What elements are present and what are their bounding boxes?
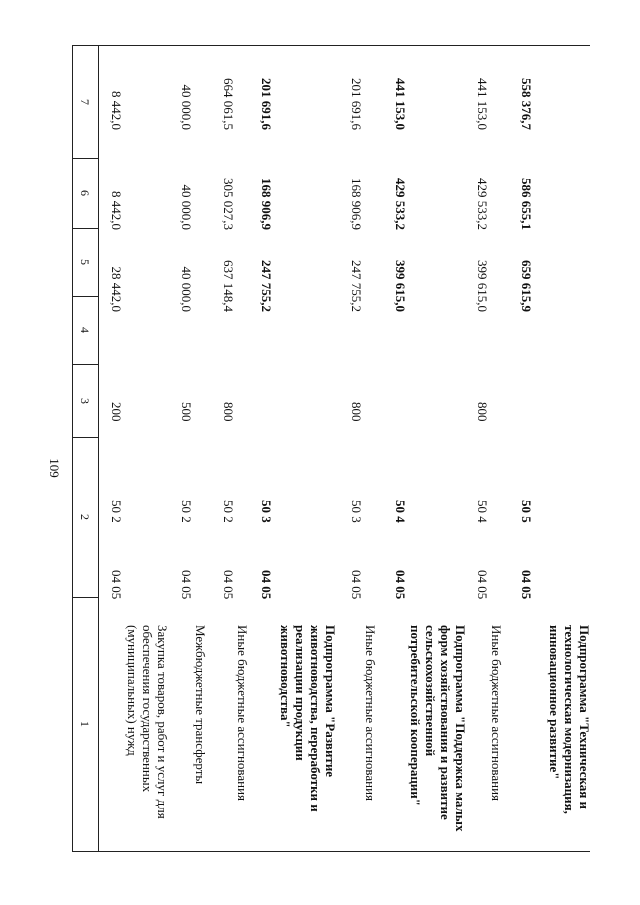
row-6-v7-cell: 441 153,0 [393, 78, 408, 130]
row-4-program-cell: 50 3 [259, 500, 274, 523]
row-6-code-cell: 04 05 [393, 570, 408, 600]
header-right-border [98, 45, 99, 851]
row-2-program-cell: 50 2 [179, 500, 194, 523]
row-7-name-cell: Иные бюджетные ассигнования [489, 625, 504, 802]
row-4-v6-cell: 168 906,9 [259, 178, 274, 230]
row-5-v6-cell: 168 906,9 [349, 178, 364, 230]
row-6-v6-cell: 429 533,2 [393, 178, 408, 230]
row-1-code-cell: 04 05 [109, 570, 124, 600]
row-3-v5-cell: 637 148,4 [221, 260, 236, 312]
row-2-expense-cell: 500 [179, 402, 194, 422]
header-column-divider [72, 158, 98, 159]
row-4-name-cell: Подпрограмма "Развитие животноводства, переработки и реализации продукции животноводства" [278, 625, 338, 812]
row-4-v5-cell: 247 755,2 [259, 260, 274, 312]
header-column-divider [72, 228, 98, 229]
row-1-v7-cell: 8 442,0 [109, 91, 124, 130]
row-6-program-cell: 50 4 [393, 500, 408, 523]
row-1-name-cell: Закупка товаров, работ и услуг для обеспечения государственных (муниципальных) нужд [125, 625, 170, 819]
row-5-expense-cell: 800 [349, 402, 364, 422]
header-cell-name: 1 [78, 721, 92, 727]
header-column-divider [72, 364, 98, 365]
row-6-v5-cell: 399 615,0 [393, 260, 408, 312]
row-5-v5-cell: 247 755,2 [349, 260, 364, 312]
header-cell-v7: 7 [78, 98, 92, 105]
header-column-divider [72, 437, 98, 438]
row-4-v7-cell: 201 691,6 [259, 78, 274, 130]
row-3-name-cell: Иные бюджетные ассигнования [235, 625, 250, 802]
row-4-code-cell: 04 05 [259, 570, 274, 600]
row-3-code-cell: 04 05 [221, 570, 236, 600]
row-3-expense-cell: 800 [221, 402, 236, 422]
row-7-program-cell: 50 4 [475, 500, 490, 523]
row-1-v6-cell: 8 442,0 [109, 191, 124, 230]
header-column-divider [72, 597, 98, 598]
row-1-program-cell: 50 2 [109, 500, 124, 523]
row-8-v5-cell: 659 615,9 [519, 260, 534, 312]
header-column-divider [72, 296, 98, 297]
row-6-name-cell: Подпрограмма "Поддержка малых форм хозяйствования и развитие сельскохозяйственной потребительской кооперации" [408, 625, 468, 832]
row-8-name-cell: Подпрограмма "Техническая и технологическая модернизация, инновационное развитие" [547, 625, 592, 814]
row-2-v5-cell: 40 000,0 [179, 266, 194, 312]
table-rule-bottom [72, 851, 590, 852]
row-3-v6-cell: 305 027,3 [221, 178, 236, 230]
row-2-v7-cell: 40 000,0 [179, 84, 194, 130]
row-7-v5-cell: 399 615,0 [475, 260, 490, 312]
page-number: 109 [47, 458, 62, 478]
row-2-v6-cell: 40 000,0 [179, 184, 194, 230]
row-8-v7-cell: 558 376,7 [519, 78, 534, 130]
header-cell-code: 2 [78, 514, 92, 520]
row-7-v6-cell: 429 533,2 [475, 178, 490, 230]
header-cell-program: 3 [78, 397, 92, 404]
row-7-v7-cell: 441 153,0 [475, 78, 490, 130]
row-1-v5-cell: 28 442,0 [109, 266, 124, 312]
row-5-code-cell: 04 05 [349, 570, 364, 600]
table-rule-top [72, 45, 590, 46]
header-cell-expense: 4 [78, 327, 92, 333]
row-2-name-cell: Межбюджетные трансферты [193, 625, 208, 785]
row-3-program-cell: 50 2 [221, 500, 236, 523]
row-5-program-cell: 50 3 [349, 500, 364, 523]
row-2-code-cell: 04 05 [179, 570, 194, 600]
header-cell-v5: 5 [78, 259, 92, 265]
row-8-program-cell: 50 5 [519, 500, 534, 523]
row-8-v6-cell: 586 655,1 [519, 178, 534, 230]
row-8-code-cell: 04 05 [519, 570, 534, 600]
header-cell-v6: 6 [78, 190, 92, 196]
row-5-name-cell: Иные бюджетные ассигнования [363, 625, 378, 802]
row-7-code-cell: 04 05 [475, 570, 490, 600]
header-left-border [72, 45, 73, 851]
row-1-expense-cell: 200 [109, 402, 124, 422]
row-5-v7-cell: 201 691,6 [349, 78, 364, 130]
row-7-expense-cell: 800 [475, 402, 490, 422]
row-3-v7-cell: 664 061,5 [221, 78, 236, 130]
